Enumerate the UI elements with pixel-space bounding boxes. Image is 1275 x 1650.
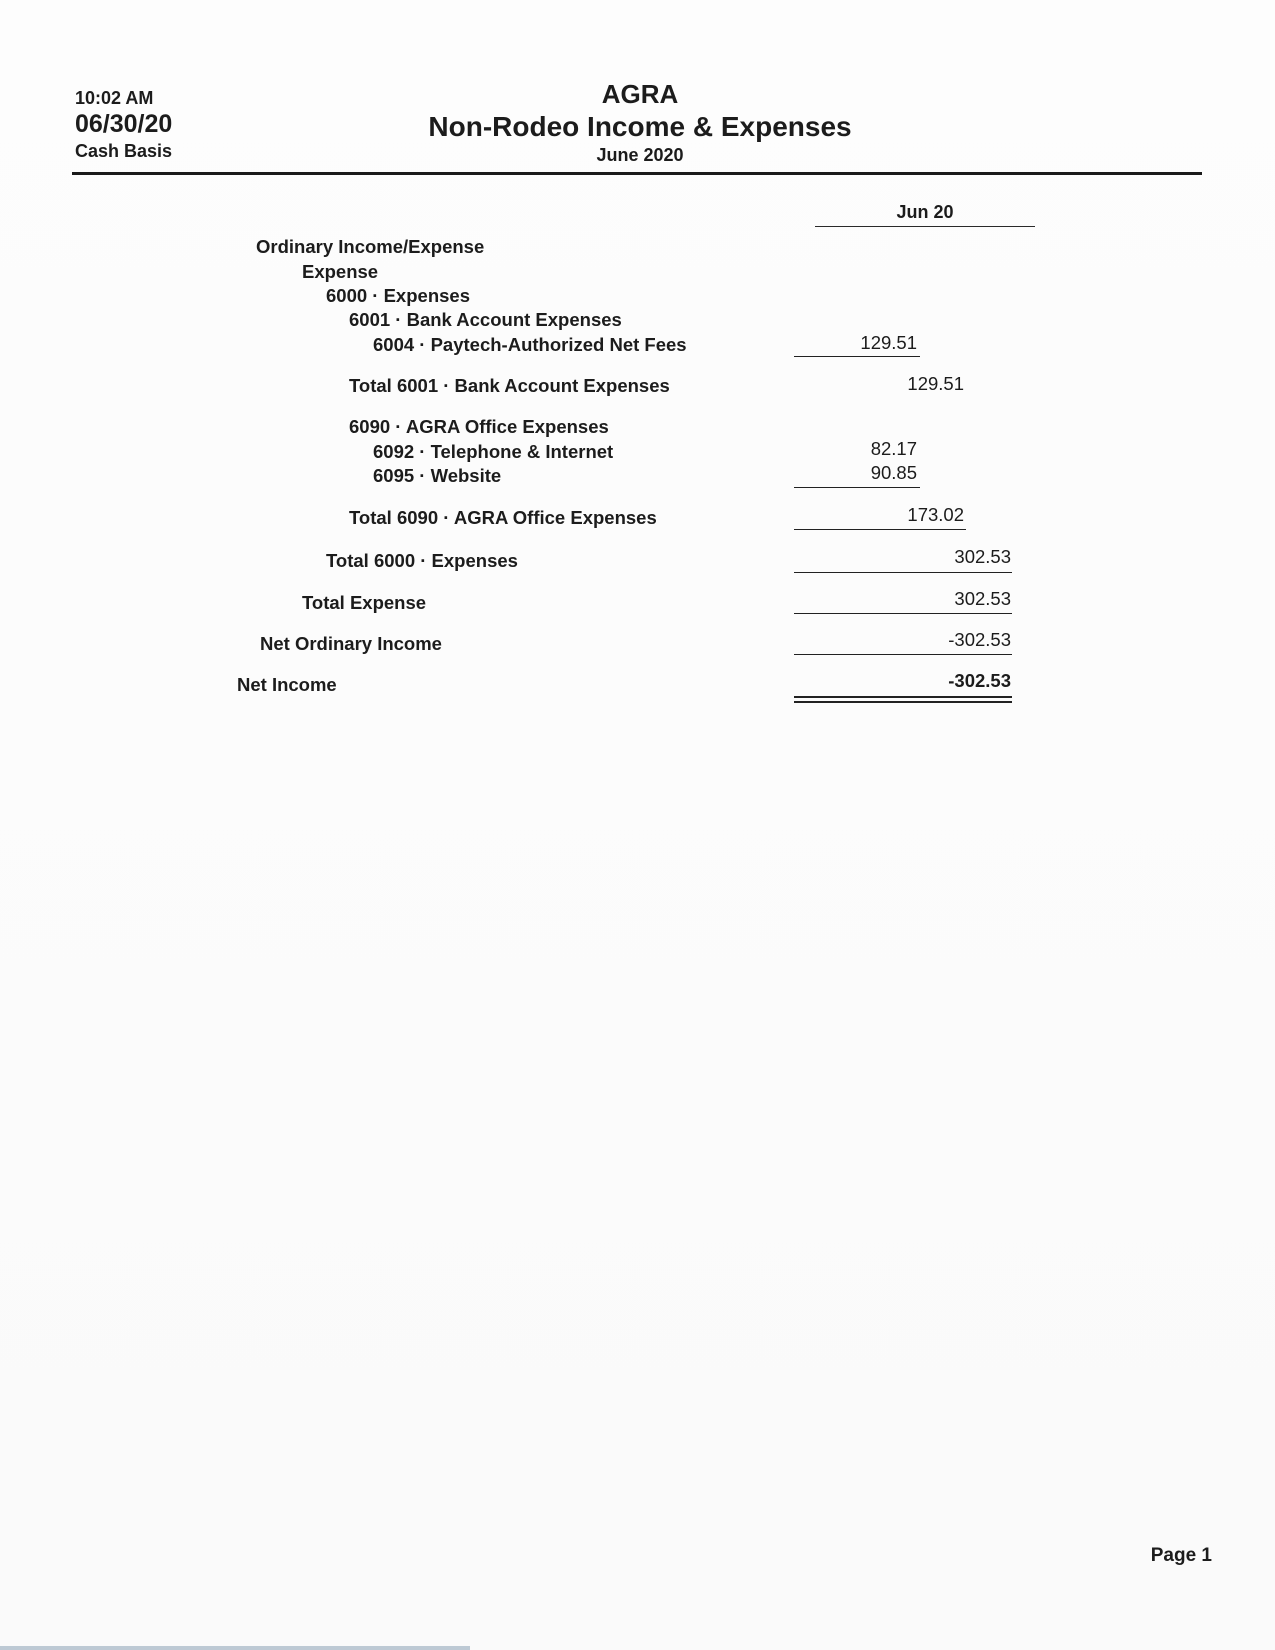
row-value-total-6090: 173.02 (907, 504, 964, 525)
row-label-expense: Expense (302, 261, 379, 282)
report-date: 06/30/20 (75, 110, 173, 138)
row-value-net-ordinary-income: -302.53 (948, 629, 1011, 650)
row-value-total-6000: 302.53 (954, 546, 1011, 567)
row-value-6092-telephone-internet: 82.17 (870, 438, 917, 459)
row-label-6001-bank-account-expenses: 6001 · Bank Account Expenses (349, 309, 622, 330)
subtotal-rule (794, 487, 920, 488)
subtotal-rule (794, 356, 920, 357)
header-divider (72, 172, 1202, 175)
row-value-total-expense: 302.53 (954, 588, 1011, 609)
row-value-6004-paytech-fees: 129.51 (860, 332, 917, 353)
row-label-net-income: Net Income (237, 674, 337, 695)
grand-total-rule-bottom (794, 701, 1012, 703)
row-value-net-income: -302.53 (948, 670, 1011, 691)
subtotal-rule (794, 572, 1012, 573)
subtotal-rule (794, 613, 1012, 614)
column-header-underline (815, 226, 1035, 227)
report-time: 10:02 AM (75, 88, 154, 108)
report-heading (330, 78, 950, 166)
column-header: Jun 20 (896, 202, 954, 222)
report-period: June 2020 (596, 145, 684, 165)
grand-total-rule-top (794, 696, 1012, 698)
report-meta (75, 87, 172, 163)
row-label-total-6000: Total 6000 · Expenses (326, 550, 518, 571)
report-basis: Cash Basis (75, 141, 173, 161)
row-value-6095-website: 90.85 (870, 462, 917, 483)
row-label-ordinary-income-expense: Ordinary Income/Expense (256, 236, 485, 257)
scan-edge-mark (0, 1646, 470, 1650)
row-label-6095-website: 6095 · Website (373, 465, 502, 486)
row-label-total-6090: Total 6090 · AGRA Office Expenses (349, 507, 657, 528)
subtotal-rule (794, 654, 1012, 655)
company-name: AGRA (601, 79, 679, 109)
row-label-total-expense: Total Expense (302, 592, 427, 613)
row-label-6004-paytech-fees: 6004 · Paytech-Authorized Net Fees (373, 334, 687, 355)
row-label-6092-telephone-internet: 6092 · Telephone & Internet (373, 441, 614, 462)
subtotal-rule (794, 529, 966, 530)
page-number: Page 1 (1150, 1545, 1212, 1566)
row-label-total-6001: Total 6001 · Bank Account Expenses (349, 375, 670, 396)
row-label-net-ordinary-income: Net Ordinary Income (260, 633, 442, 654)
report-title: Non-Rodeo Income & Expenses (428, 111, 852, 142)
row-value-total-6001: 129.51 (907, 373, 964, 394)
row-label-6000-expenses: 6000 · Expenses (326, 285, 470, 306)
row-label-6090-office-expenses: 6090 · AGRA Office Expenses (349, 416, 609, 437)
